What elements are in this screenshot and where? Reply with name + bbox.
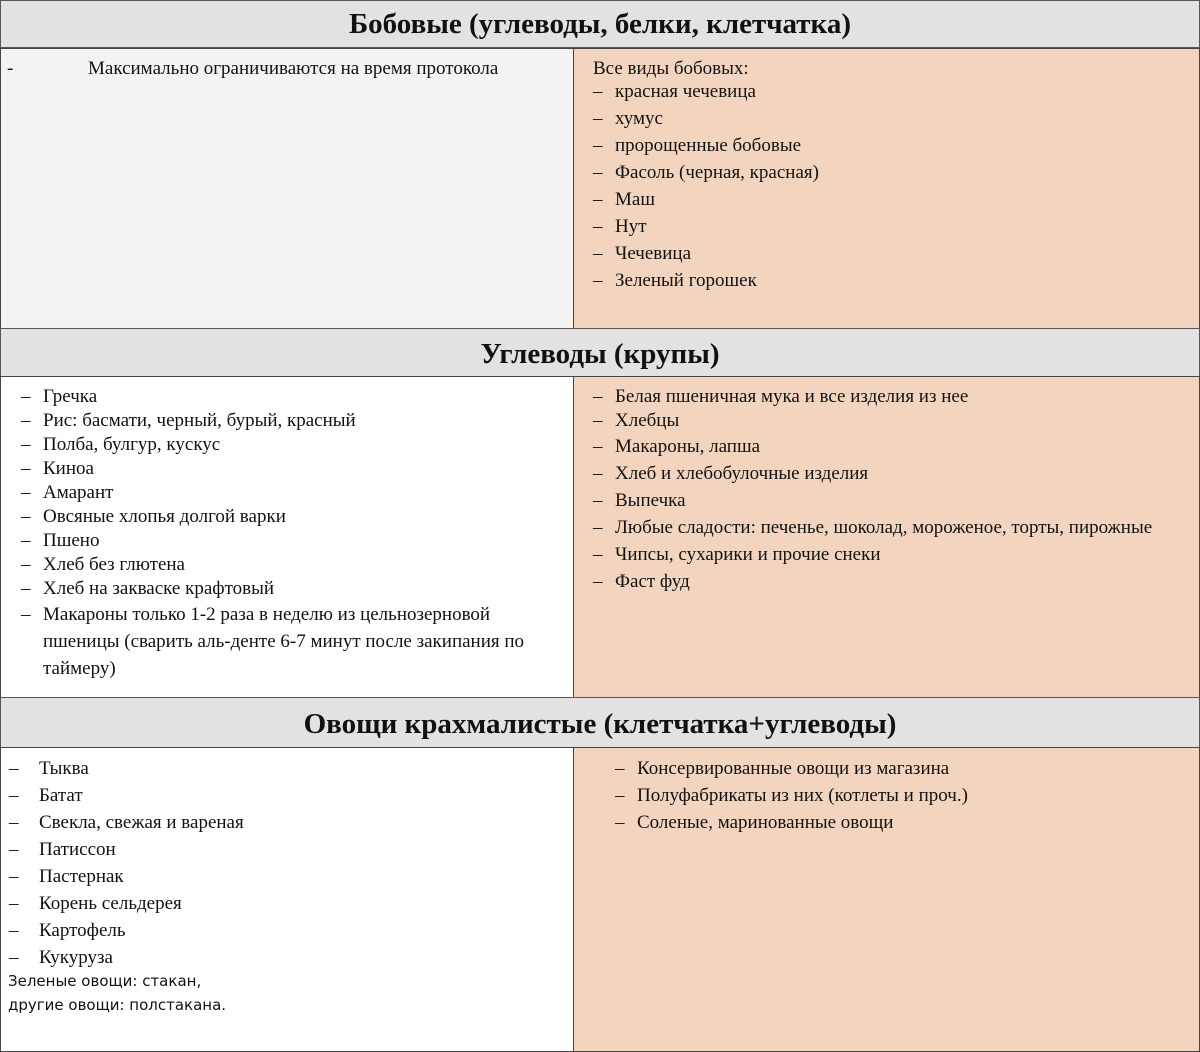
legumes-list [593,78,819,294]
list-item: – Амарант [21,482,114,503]
list-item: – Белая пшеничная мука и все изделия из нее [593,386,969,407]
list-item: – Фаст фуд [593,571,690,592]
list-item: – Пшено [21,530,100,551]
legumes-excluded-cell [573,48,1200,329]
list-item: – Соленые, маринованные овощи [615,812,894,833]
section-title-grains: Углеводы (крупы) [0,328,1200,377]
list-item: – Тыква [9,758,89,779]
list-item: – Любые сладости: печенье, шоколад, мороженое, торты, пирожные [593,517,1153,538]
legumes-dash: - [7,58,14,79]
list-item: – Хлеб на закваске крафтовый [21,578,275,599]
list-item: – Корень сельдерея [9,893,182,914]
list-item: – Зеленый горошек [593,270,757,291]
list-item: – Выпечка [593,490,686,511]
vegetables-allowed-cell [0,747,574,1052]
list-item: – Батат [9,785,83,806]
vegetables-excluded-list [615,755,968,836]
list-item: – Рис: басмати, черный, бурый, красный [21,410,356,431]
list-item: – Консервированные овощи из магазина [615,758,950,779]
list-item: – Свекла, свежая и вареная [9,812,244,833]
grains-excluded-cell [573,376,1200,698]
legumes-allowed-cell [0,48,574,329]
list-item: – Пастернак [9,866,124,887]
list-item: – Хлеб и хлебобулочные изделия [593,463,869,484]
legumes-restriction-text: Максимально ограничиваются на время протокола [88,58,499,79]
list-item: – Полуфабрикаты из них (котлеты и проч.) [615,785,968,806]
vegetables-list [9,755,244,971]
portion-note [8,969,226,1017]
list-item: – Нут [593,216,647,237]
list-item: – Картофель [9,920,126,941]
list-item: – Чечевица [593,243,692,264]
list-item: – Кукуруза [9,947,113,968]
portion-note-line: другие овощи: полстакана. [8,996,227,1014]
list-item: – Овсяные хлопья долгой варки [21,506,286,527]
vegetables-excluded-cell [573,747,1200,1052]
list-item: – Чипсы, сухарики и прочие снеки [593,544,881,565]
portion-note-line: Зеленые овощи: стакан, [8,972,202,990]
grains-list [21,385,524,682]
list-item: – Патиссон [9,839,116,860]
list-item: – Киноа [21,458,94,479]
section-title-legumes: Бобовые (углеводы, белки, клетчатка) [0,0,1200,48]
list-item: – Хлебцы [593,410,680,431]
grains-allowed-cell [0,376,574,698]
list-item: – красная чечевица [593,81,756,102]
legumes-intro: Все виды бобовых: [593,58,749,79]
section-title-vegetables: Овощи крахмалистые (клетчатка+углеводы) [0,697,1200,748]
list-item: – Фасоль (черная, красная) [593,162,819,183]
list-item: – Макароны только 1-2 раза в неделю из цельнозерновой пшеницы (сварить аль-денте 6-7 минут после закипания по таймеру) [21,604,525,679]
list-item: – Хлеб без глютена [21,554,185,575]
list-item: – Гречка [21,386,98,407]
list-item: – Маш [593,189,655,210]
list-item: – Полба, булгур, кускус [21,434,221,455]
list-item: – хумус [593,108,663,129]
grains-excluded-list [593,385,1152,595]
list-item: – Макароны, лапша [593,436,761,457]
list-item: – пророщенные бобовые [593,135,802,156]
